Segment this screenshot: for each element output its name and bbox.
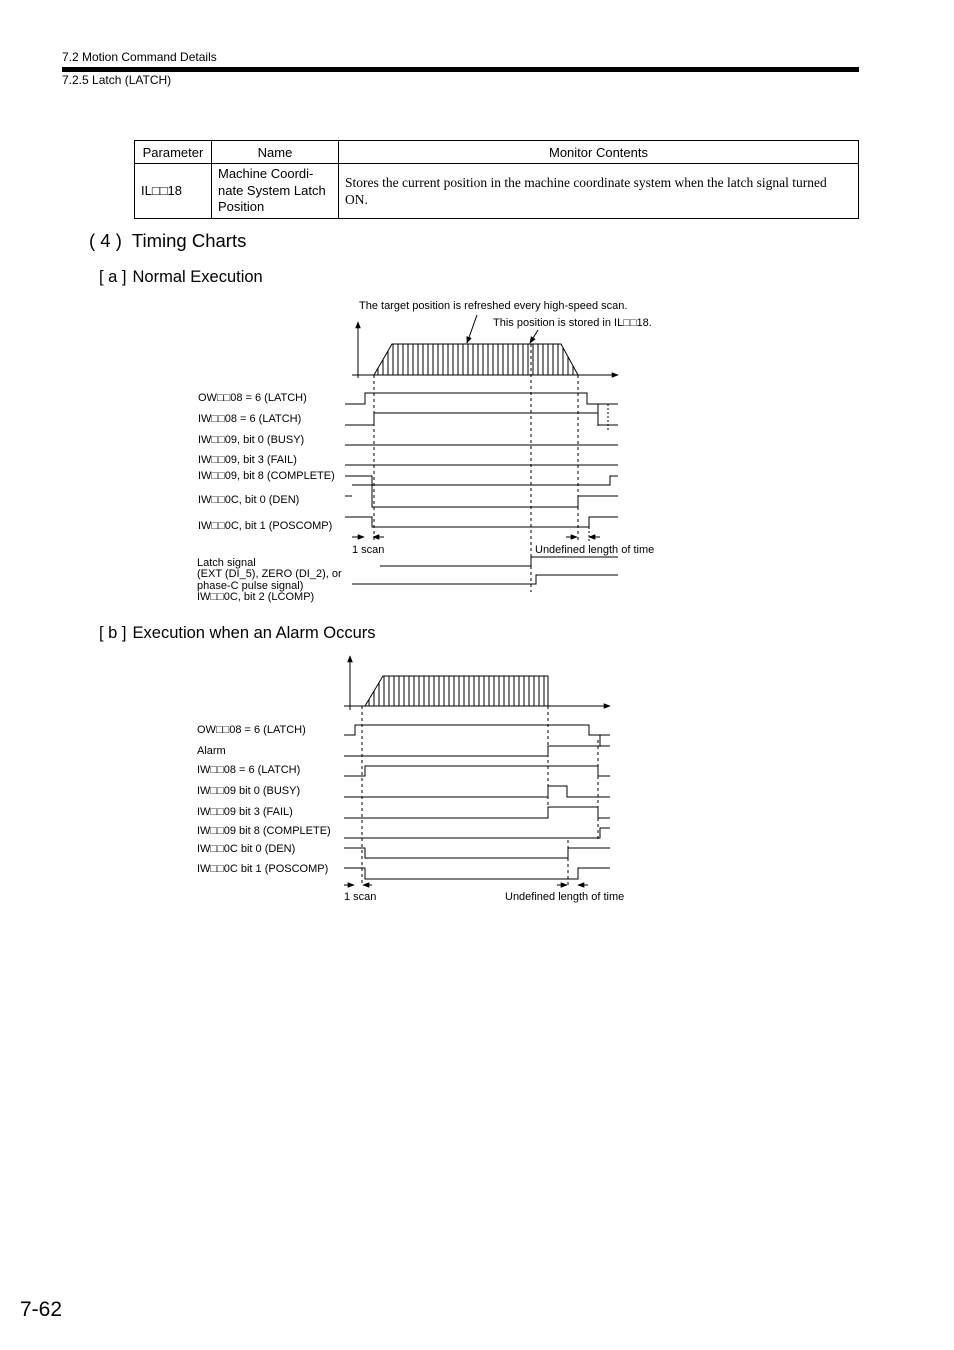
label-fail-b: IW□□09 bit 3 (FAIL) (197, 806, 293, 818)
label-den-b: IW□□0C bit 0 (DEN) (197, 843, 296, 855)
label-poscomp-b: IW□□0C bit 1 (POSCOMP) (197, 863, 329, 875)
label-ow08-latch-b: OW□□08 = 6 (LATCH) (197, 724, 306, 736)
label-complete-b: IW□□09 bit 8 (COMPLETE) (197, 825, 331, 837)
cell-name-line: Machine Coordi- (218, 166, 314, 181)
signal-latch (380, 557, 618, 566)
cell-contents-line: ON. (345, 191, 368, 207)
profile-hatching-alarm (369, 676, 544, 706)
label-alarm: Alarm (197, 745, 226, 757)
label-ow08-latch: OW□□08 = 6 (LATCH) (198, 392, 307, 404)
signal-poscomp-b (344, 868, 610, 879)
chart-b-title: Execution when an Alarm Occurs (132, 624, 376, 642)
signal-busy-b (344, 786, 610, 797)
cell-name-line: nate System Latch (218, 182, 326, 198)
stored-pointer-arrow (530, 330, 538, 343)
label-1-scan: 1 scan (352, 544, 385, 556)
label-busy: IW□□09, bit 0 (BUSY) (198, 434, 305, 446)
column-header-name: Name (212, 141, 339, 164)
header-subsection: 7.2.5 Latch (LATCH) (62, 73, 172, 87)
label-latch-phase-c: phase-C pulse signal) (197, 580, 304, 592)
signal-iw08-latch-b (344, 766, 610, 776)
label-undefined-time-b: Undefined length of time (505, 891, 625, 903)
cell-name-line: Position (218, 199, 265, 214)
signal-complete-b (344, 828, 610, 838)
velocity-profile (374, 344, 578, 375)
label-den: IW□□0C, bit 0 (DEN) (198, 494, 300, 506)
label-1-scan-b: 1 scan (344, 891, 377, 903)
label-lcomp: IW□□0C, bit 2 (LCOMP) (197, 591, 315, 603)
page-number: 7-62 (20, 1298, 63, 1321)
signal-ow08-latch (352, 393, 598, 404)
chart-b-timing-diagram (197, 656, 624, 903)
chart-b-number: [ b ] (99, 624, 127, 642)
label-complete: IW□□09, bit 8 (COMPLETE) (198, 470, 335, 482)
velocity-profile-alarm (365, 676, 548, 706)
label-poscomp: IW□□0C, bit 1 (POSCOMP) (198, 520, 333, 532)
chart-a-title: Normal Execution (132, 268, 263, 286)
chart-a-number: [ a ] (99, 268, 127, 286)
profile-hatching (378, 344, 573, 375)
label-latch-sources: (EXT (DI_5), ZERO (DI_2), or (197, 568, 342, 580)
cell-parameter: IL□□18 (135, 164, 212, 219)
cell-contents-line: Stores the current position in the machine coordinate system when the latch signal turned (345, 174, 827, 190)
label-busy-b: IW□□09 bit 0 (BUSY) (197, 785, 301, 797)
signal-lcomp (352, 575, 618, 584)
column-header-contents: Monitor Contents (339, 141, 859, 164)
label-latch-signal: Latch signal (197, 557, 256, 569)
chart-b-labels (197, 724, 624, 903)
stored-annotation: This position is stored in IL□□18. (493, 317, 652, 329)
label-iw08-latch: IW□□08 = 6 (LATCH) (198, 413, 302, 425)
section-title: Timing Charts (131, 230, 247, 251)
signal-ow08-latch-b (344, 725, 600, 746)
chart-a-timing-diagram (197, 300, 654, 603)
section-number: ( 4 ) (89, 230, 122, 251)
label-iw08-latch-b: IW□□08 = 6 (LATCH) (197, 764, 301, 776)
signal-den-b (344, 848, 610, 858)
header-section: 7.2 Motion Command Details (62, 50, 217, 64)
chart-a-labels (197, 392, 654, 603)
signal-fail-b (344, 807, 610, 818)
label-undefined-time: Undefined length of time (535, 544, 655, 556)
label-fail: IW□□09, bit 3 (FAIL) (198, 454, 297, 466)
signal-alarm (344, 746, 610, 756)
column-header-parameter: Parameter (135, 141, 212, 164)
refresh-annotation: The target position is refreshed every high-speed scan. (359, 300, 628, 312)
refresh-pointer-arrow (467, 315, 477, 343)
chart-a-label-leaders (345, 404, 352, 517)
